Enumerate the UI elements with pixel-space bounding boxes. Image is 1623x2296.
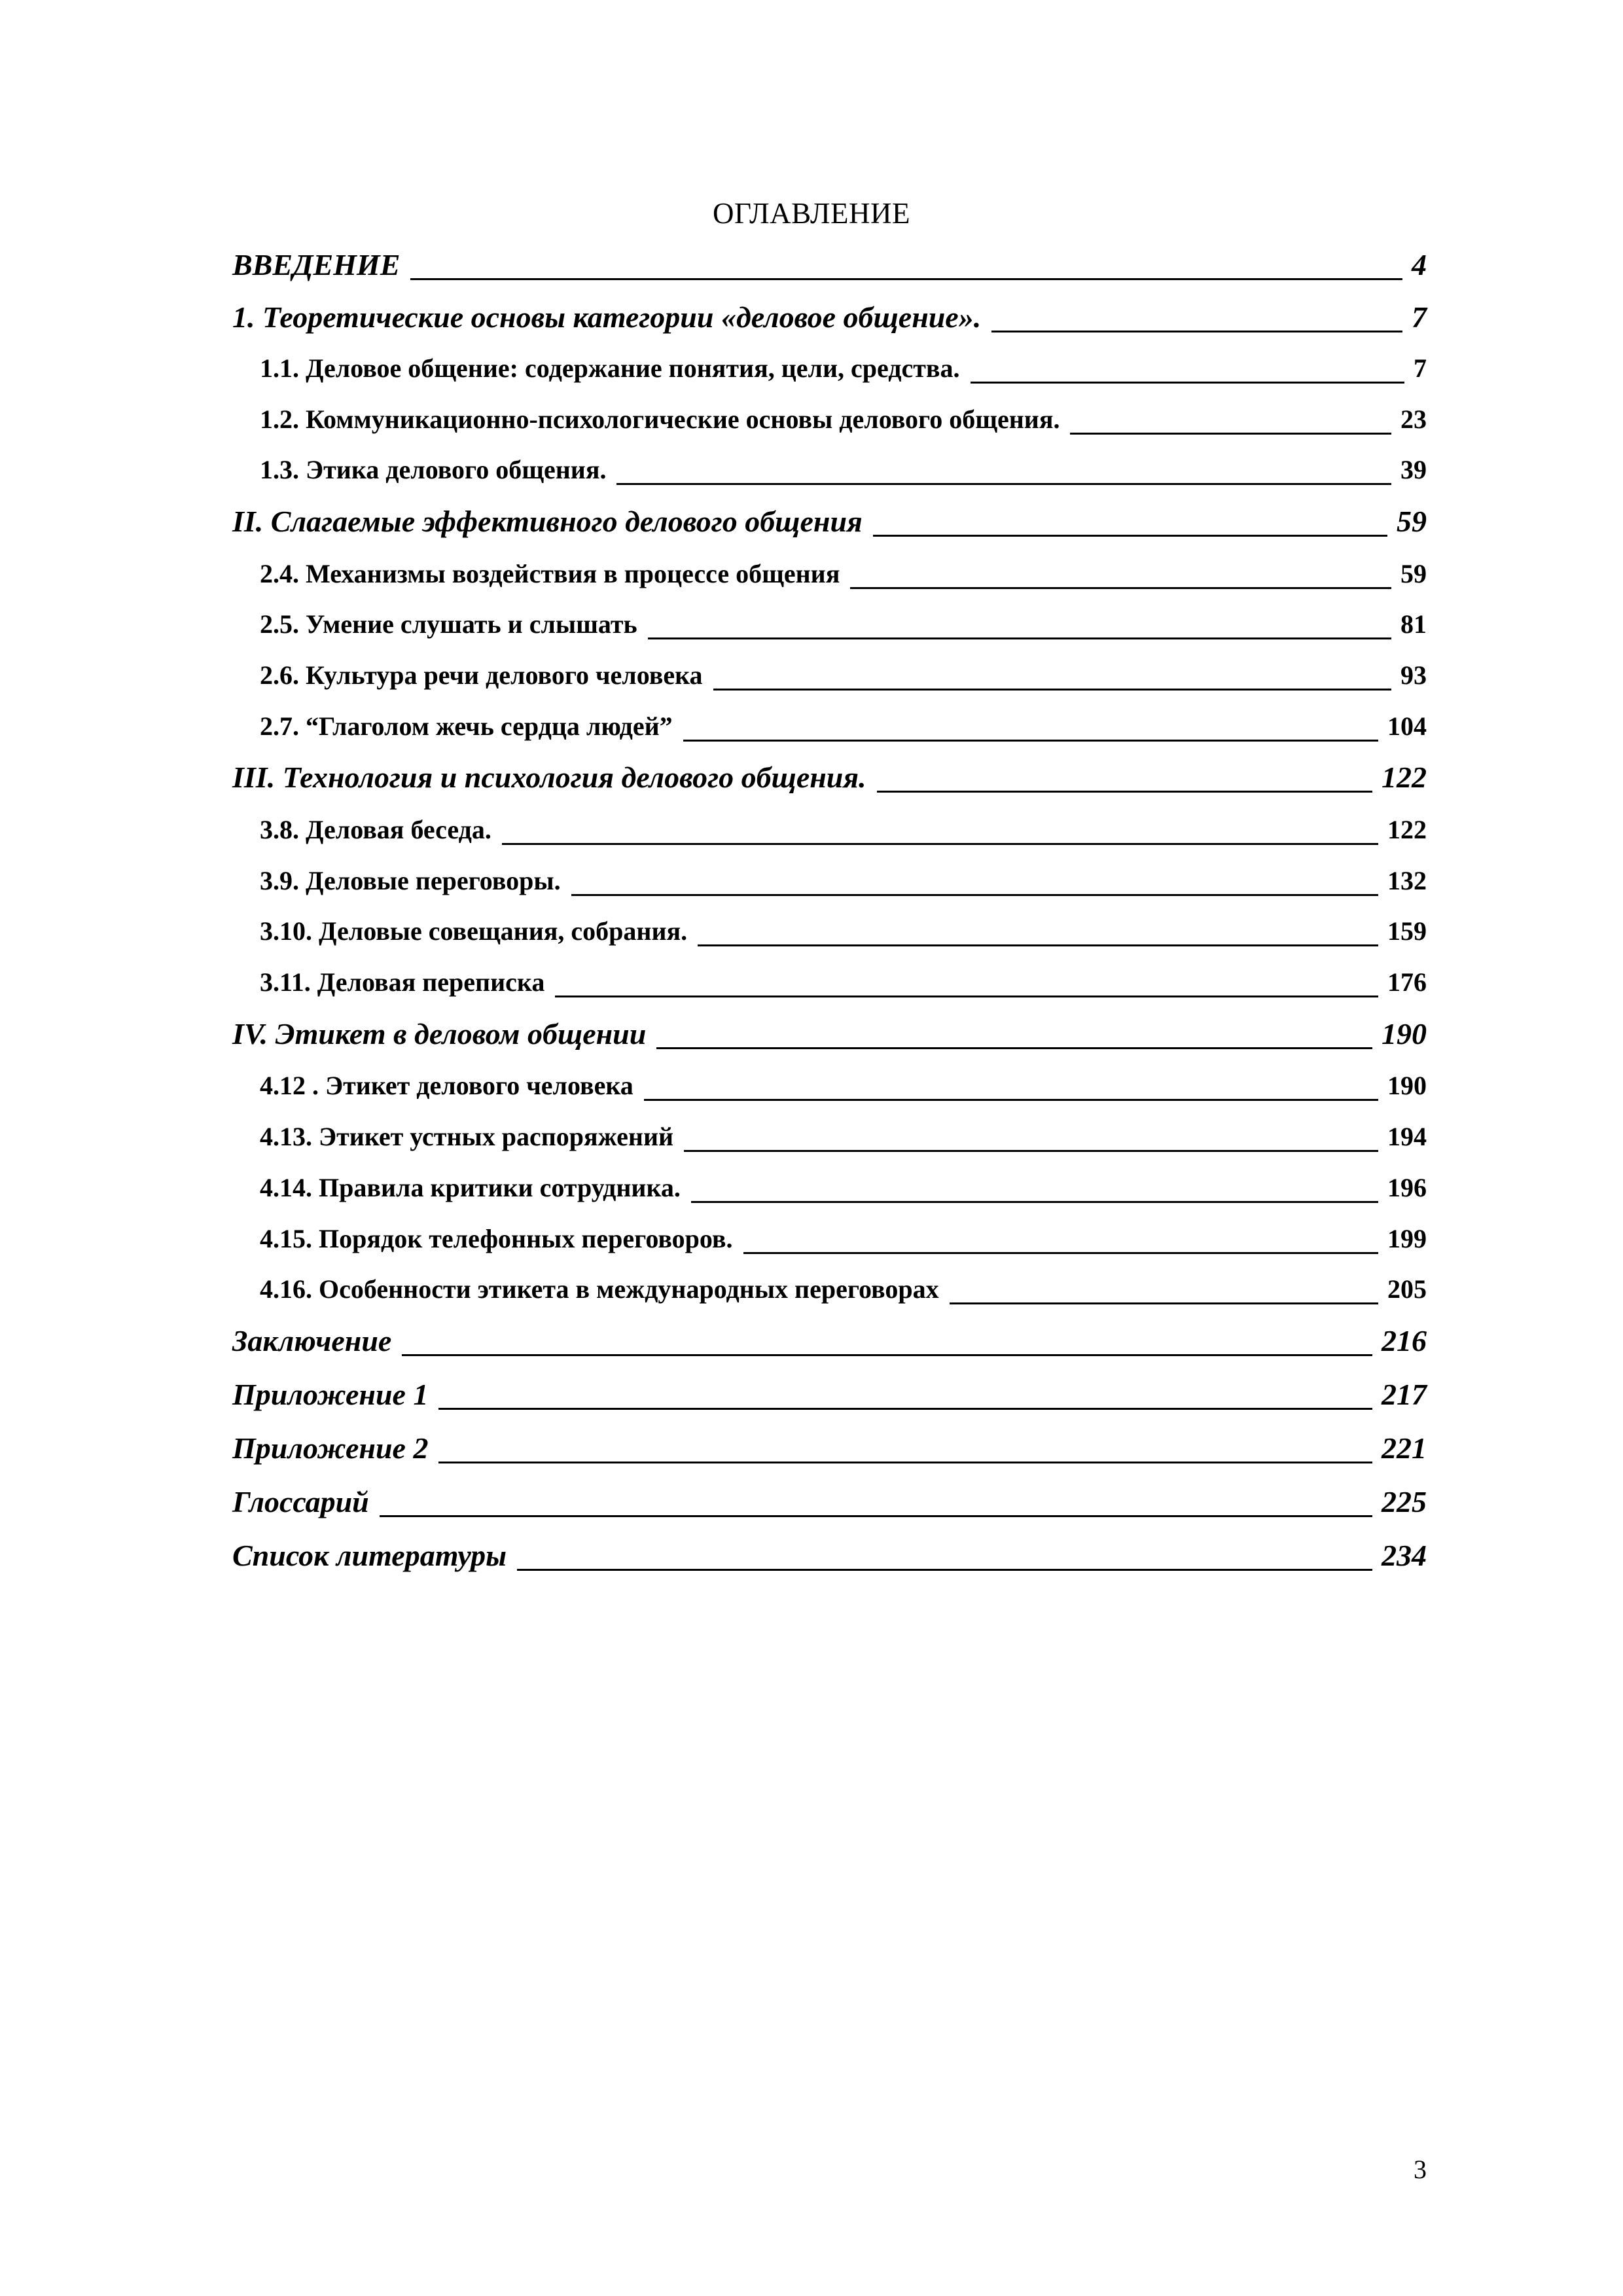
toc-entry-page: 199: [1387, 1224, 1427, 1253]
toc-leader-line: [571, 894, 1378, 896]
toc-leader-line: [691, 1201, 1378, 1203]
toc-leader-line: [698, 944, 1378, 946]
toc-leader-line: [648, 637, 1391, 639]
toc-entry-page: 59: [1397, 505, 1427, 538]
toc-entry-page: 4: [1412, 248, 1427, 281]
toc-entry-page: 221: [1382, 1431, 1427, 1465]
toc-entry-page: 122: [1387, 815, 1427, 844]
toc-leader-line: [517, 1569, 1372, 1571]
toc-entry-label: 2.4. Механизмы воздействия в процессе общения: [260, 559, 840, 588]
toc-leader-line: [684, 1150, 1378, 1152]
toc-entry-label: 4.14. Правила критики сотрудника.: [260, 1173, 681, 1202]
toc-entry-bibliography[interactable]: [232, 1533, 1427, 1579]
toc-entry-page: 23: [1400, 404, 1427, 434]
toc-leader-line: [743, 1252, 1378, 1254]
toc-entry-label: 4.13. Этикет устных распоряжений: [260, 1122, 674, 1151]
toc-entry-chapter-2[interactable]: [232, 499, 1427, 545]
toc-entry-label: 4.15. Порядок телефонных переговоров.: [260, 1224, 733, 1253]
toc-entry-section-1-1[interactable]: [260, 346, 1427, 391]
toc-leader-line: [380, 1515, 1372, 1517]
toc-entry-label: 3.8. Деловая беседа.: [260, 815, 491, 844]
toc-entry-page: 190: [1382, 1017, 1427, 1050]
toc-entry-page: 205: [1387, 1274, 1427, 1304]
page-number: 3: [1414, 2155, 1427, 2184]
toc-entry-glossary[interactable]: [232, 1479, 1427, 1525]
toc-entry-label: 2.7. “Глаголом жечь сердца людей”: [260, 711, 673, 741]
toc-entry-page: 7: [1412, 300, 1427, 334]
toc-entry-section-3-11[interactable]: [260, 960, 1427, 1005]
toc-entry-page: 93: [1400, 660, 1427, 690]
toc-entry-section-4-15[interactable]: [260, 1216, 1427, 1262]
toc-entry-introduction[interactable]: [232, 242, 1427, 288]
toc-entry-section-3-10[interactable]: [260, 908, 1427, 954]
toc-entry-label: Глоссарий: [232, 1485, 369, 1518]
toc-entry-label: Приложение 2: [232, 1431, 429, 1465]
toc-entry-section-4-16[interactable]: [260, 1266, 1427, 1312]
toc-entry-section-1-3[interactable]: [260, 447, 1427, 493]
toc-entry-label: 4.16. Особенности этикета в международных переговорах: [260, 1274, 939, 1304]
toc-entry-section-4-14[interactable]: [260, 1165, 1427, 1211]
toc-entry-page: 225: [1382, 1485, 1427, 1518]
toc-leader-line: [644, 1099, 1378, 1101]
toc-entry-section-2-6[interactable]: [260, 653, 1427, 698]
toc-entry-page: 196: [1387, 1173, 1427, 1202]
page-title: ОГЛАВЛЕНИЕ: [713, 197, 910, 230]
toc-entry-chapter-3[interactable]: [232, 755, 1427, 800]
toc-entry-label: 1.3. Этика делового общения.: [260, 455, 607, 484]
toc-leader-line: [850, 587, 1391, 589]
toc-entry-appendix-1[interactable]: [232, 1372, 1427, 1418]
toc-entry-page: 159: [1387, 916, 1427, 946]
toc-entry-label: 1. Теоретические основы категории «деловое общение».: [232, 300, 982, 334]
toc-leader-line: [683, 740, 1378, 742]
toc-entry-label: 4.12 . Этикет делового человека: [260, 1071, 633, 1100]
toc-leader-line: [438, 1462, 1372, 1463]
toc-leader-line: [877, 791, 1372, 793]
toc-entry-page: 190: [1387, 1071, 1427, 1100]
toc-entry-page: 234: [1382, 1539, 1427, 1572]
toc-entry-page: 81: [1400, 609, 1427, 639]
toc-entry-section-1-2[interactable]: [260, 397, 1427, 442]
toc-entry-section-4-13[interactable]: [260, 1114, 1427, 1160]
toc-leader-line: [555, 996, 1378, 997]
toc-leader-line: [991, 331, 1402, 332]
toc-entry-label: Приложение 1: [232, 1378, 429, 1411]
toc-leader-line: [502, 843, 1378, 845]
toc-leader-line: [873, 535, 1387, 537]
toc-entry-label: 1.2. Коммуникационно-психологические основы делового общения.: [260, 404, 1060, 434]
toc-entry-appendix-2[interactable]: [232, 1426, 1427, 1471]
toc-leader-line: [713, 689, 1391, 691]
toc-entry-section-2-7[interactable]: [260, 704, 1427, 749]
toc-entry-section-2-5[interactable]: [260, 601, 1427, 647]
toc-leader-line: [1070, 433, 1391, 435]
toc-entry-section-3-9[interactable]: [260, 858, 1427, 904]
toc-entry-label: 3.10. Деловые совещания, собрания.: [260, 916, 688, 946]
toc-leader-line: [410, 278, 1402, 280]
toc-entry-page: 132: [1387, 866, 1427, 895]
toc-leader-line: [616, 483, 1391, 485]
toc-entry-label: ВВЕДЕНИЕ: [232, 248, 401, 281]
toc-entry-label: 2.5. Умение слушать и слышать: [260, 609, 637, 639]
toc-entry-label: 1.1. Деловое общение: содержание понятия, цели, средства.: [260, 353, 960, 383]
toc-entry-section-4-12[interactable]: [260, 1063, 1427, 1109]
toc-entry-page: 217: [1382, 1378, 1427, 1411]
toc-entry-label: Список литературы: [232, 1539, 507, 1572]
toc-entry-label: 3.9. Деловые переговоры.: [260, 866, 561, 895]
toc-leader-line: [656, 1047, 1372, 1049]
toc-entry-section-3-8[interactable]: [260, 807, 1427, 853]
toc-entry-label: Заключение: [232, 1324, 392, 1357]
toc-entry-page: 7: [1414, 353, 1427, 383]
toc-entry-label: II. Слагаемые эффективного делового общения: [232, 505, 863, 538]
toc-entry-chapter-1[interactable]: [232, 295, 1427, 340]
toc-entry-section-2-4[interactable]: [260, 551, 1427, 597]
toc-entry-page: 194: [1387, 1122, 1427, 1151]
toc-leader-line: [971, 382, 1405, 384]
toc-entry-label: 2.6. Культура речи делового человека: [260, 660, 703, 690]
toc-entry-page: 176: [1387, 967, 1427, 997]
toc-entry-page: 122: [1382, 761, 1427, 794]
toc-leader-line: [950, 1302, 1378, 1304]
toc-entry-page: 39: [1400, 455, 1427, 484]
toc-entry-chapter-4[interactable]: [232, 1011, 1427, 1057]
toc-leader-line: [438, 1408, 1372, 1410]
toc-entry-conclusion[interactable]: [232, 1318, 1427, 1364]
toc-leader-line: [402, 1354, 1372, 1356]
toc-entry-label: III. Технология и психология делового общения.: [232, 761, 866, 794]
toc-entry-page: 104: [1387, 711, 1427, 741]
toc-entry-page: 59: [1400, 559, 1427, 588]
toc-entry-page: 216: [1382, 1324, 1427, 1357]
toc-entry-label: 3.11. Деловая переписка: [260, 967, 545, 997]
toc-entry-label: IV. Этикет в деловом общении: [232, 1017, 647, 1050]
